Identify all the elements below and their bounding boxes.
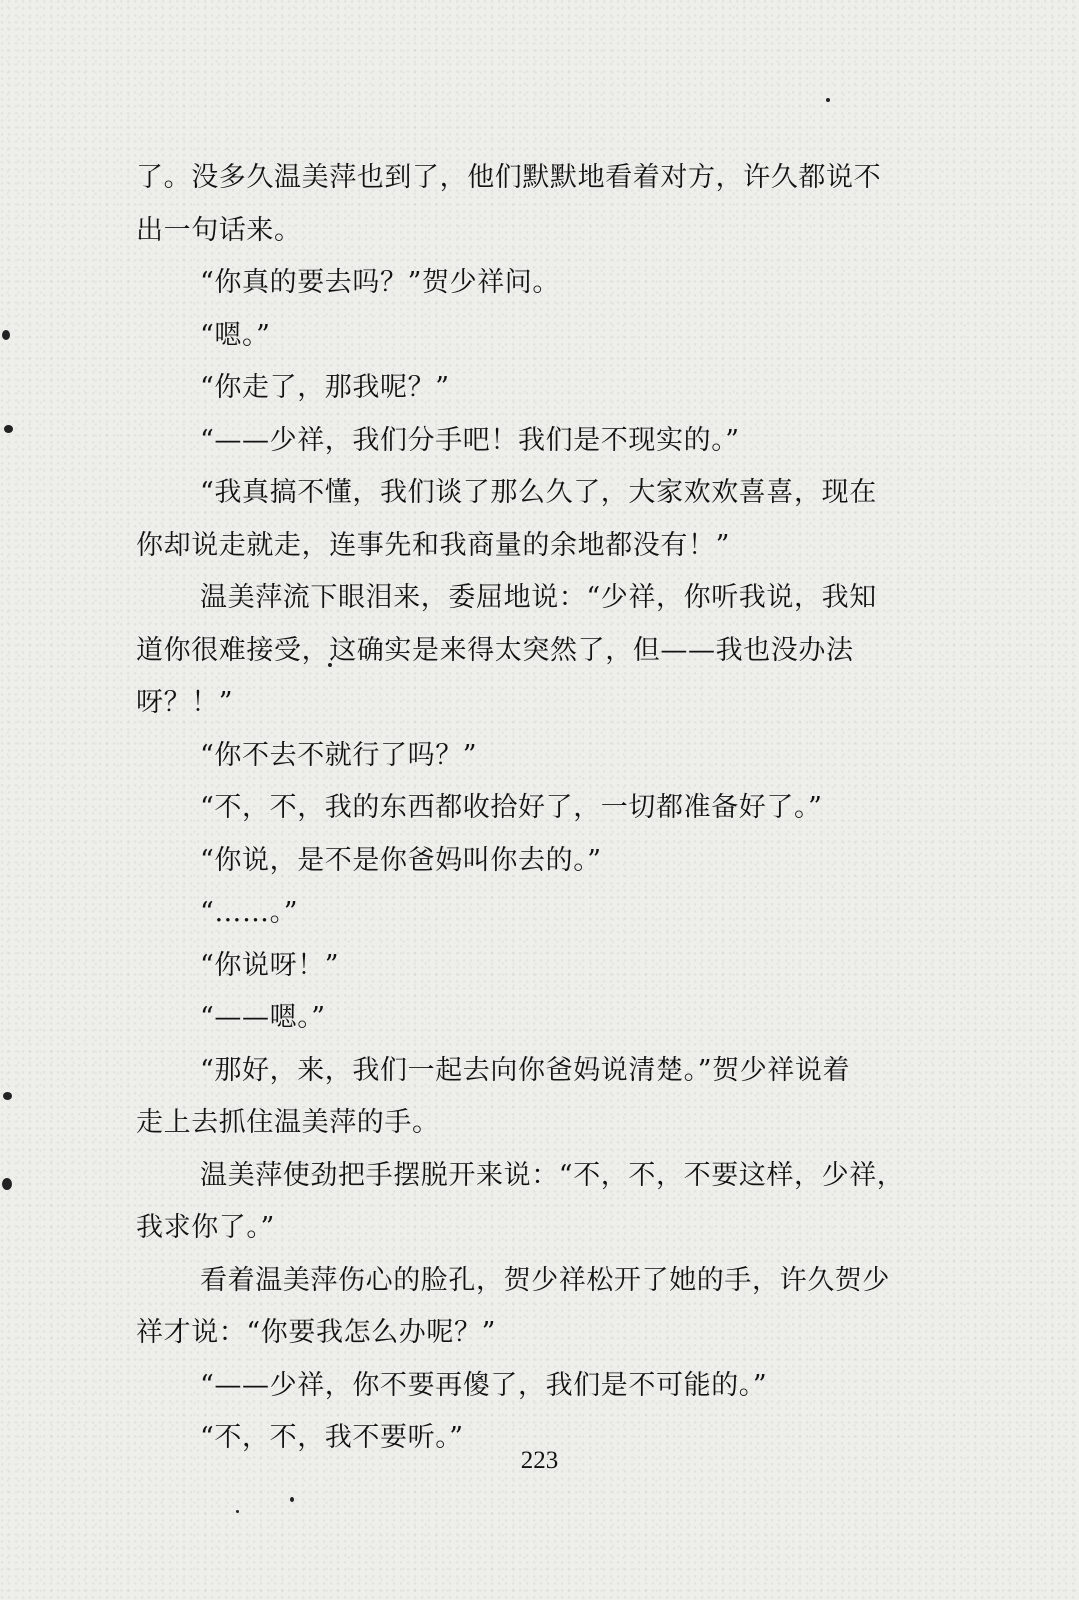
text-line: “你说，是不是你爸妈叫你去的。”: [200, 844, 602, 876]
text-line: “我真搞不懂，我们谈了那么久了，大家欢欢喜喜，现在: [200, 477, 877, 508]
body-text: [136, 152, 968, 1465]
text-line: “——嗯。”: [200, 1002, 326, 1033]
text-line: “不，不，我的东西都收拾好了，一切都准备好了。”: [200, 792, 823, 823]
scan-speck: [4, 425, 13, 433]
text-line: “你走了，那我呢？”: [200, 372, 450, 403]
text-line: “嗯。”: [200, 319, 271, 351]
text-line: 看着温美萍伤心的脸孔，贺少祥松开了她的手，许久贺少: [200, 1264, 890, 1296]
text-line: 我求你了。”: [136, 1212, 275, 1243]
text-line: “你真的要去吗？”贺少祥问。: [200, 267, 561, 298]
text-line: “——少祥，你不要再傻了，我们是不可能的。”: [200, 1369, 768, 1401]
text-line: “那好，来，我们一起去向你爸妈说清楚。”贺少祥说着: [200, 1054, 851, 1086]
text-line: 道你很难接受，这确实是来得太突然了，但——我也没办法: [136, 634, 854, 666]
text-line: 祥才说：“你要我怎么办呢？”: [136, 1317, 497, 1348]
text-line: “你说呀！”: [200, 949, 340, 981]
text-line: 你却说走就走，连事先和我商量的余地都没有！”: [136, 529, 731, 561]
text-line: 了。没多久温美萍也到了，他们默默地看着对方，许久都说不: [136, 162, 882, 193]
page-number: 223: [520, 1447, 559, 1474]
scan-speck: [3, 1092, 12, 1100]
text-line: 走上去抓住温美萍的手。: [136, 1107, 440, 1138]
scan-speck: [2, 330, 10, 340]
text-line: “你不去不就行了吗？”: [200, 739, 478, 771]
text-line: “……。”: [200, 897, 299, 928]
text-line: 呀？！”: [136, 687, 234, 718]
scan-speck: [236, 1510, 239, 1513]
text-line: “不，不，我不要听。”: [200, 1422, 464, 1453]
scan-speck: [2, 1178, 12, 1190]
text-line: “——少祥，我们分手吧！我们是不现实的。”: [200, 424, 740, 456]
scan-speck: [290, 1497, 294, 1502]
text-line: 出一句话来。: [136, 214, 302, 246]
text-line: 温美萍使劲把手摆脱开来说：“不，不，不要这样，少祥，: [200, 1159, 905, 1191]
scan-speck: [826, 98, 830, 102]
text-line: 温美萍流下眼泪来，委屈地说：“少祥，你听我说，我知: [200, 582, 877, 613]
